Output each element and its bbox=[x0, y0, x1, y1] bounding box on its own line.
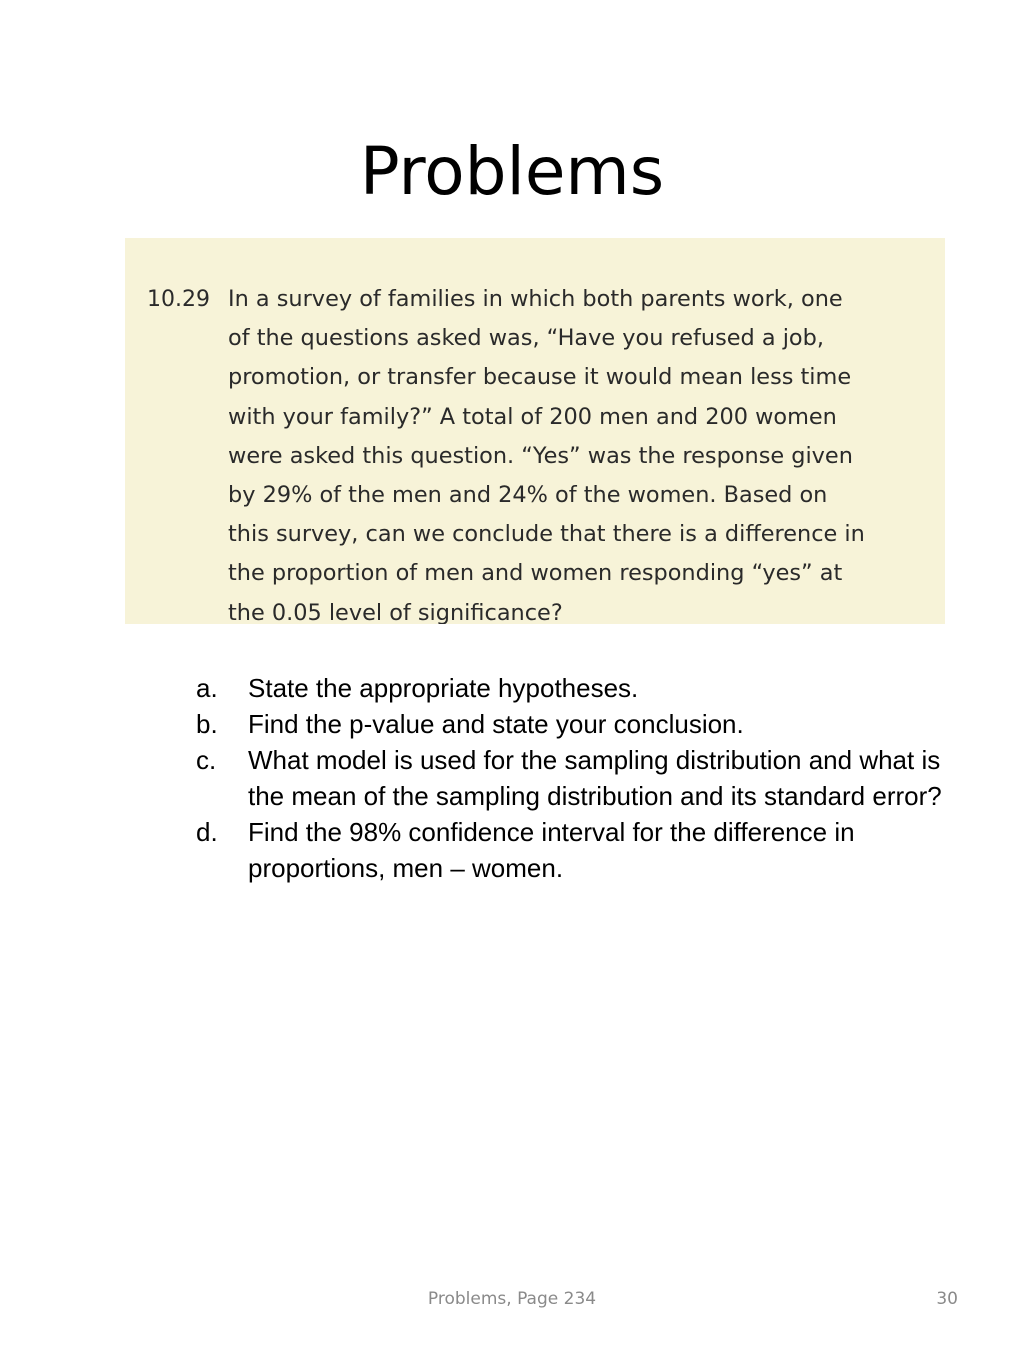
question-list bbox=[196, 670, 976, 886]
question-letter: d. bbox=[196, 817, 218, 847]
problem-text-line: of the questions asked was, “Have you refused a job, bbox=[228, 325, 824, 352]
problem-text bbox=[228, 280, 933, 624]
question-item-a bbox=[196, 670, 976, 706]
question-letter: c. bbox=[196, 745, 217, 775]
question-text: State the appropriate hypotheses. bbox=[248, 673, 639, 703]
problem-text-line: with your family?” A total of 200 men and 200 women bbox=[228, 403, 837, 430]
question-text: Find the 98% confidence interval for the difference in proportions, men – women. bbox=[248, 817, 855, 883]
page-number: 30 bbox=[936, 1289, 958, 1309]
problem-text-line: this survey, can we conclude that there is a difference in bbox=[228, 521, 865, 548]
problem-text-line: In a survey of families in which both parents work, one bbox=[228, 286, 843, 312]
question-item-d bbox=[196, 814, 976, 886]
problem-text-line: the 0.05 level of significance? bbox=[228, 599, 563, 624]
question-item-b bbox=[196, 706, 976, 742]
problem-text-line: promotion, or transfer because it would mean less time bbox=[228, 364, 852, 391]
question-text: Find the p-value and state your conclusion. bbox=[248, 709, 744, 739]
question-letter: a. bbox=[196, 673, 218, 703]
question-letter: b. bbox=[196, 709, 218, 739]
problem-text-line: the proportion of men and women responding “yes” at bbox=[228, 560, 843, 587]
slide-footer: Problems, Page 234 bbox=[427, 1289, 597, 1309]
problem-text-line: were asked this question. “Yes” was the response given bbox=[228, 442, 853, 469]
question-text: What model is used for the sampling distribution and what is the mean of the sampling distribution and its standard error? bbox=[248, 745, 942, 811]
slide-title: Problems bbox=[359, 133, 665, 210]
problem-text-line: by 29% of the men and 24% of the women. Based on bbox=[228, 482, 828, 509]
problem-number: 10.29 bbox=[147, 287, 210, 312]
scanned-problem-image bbox=[125, 238, 945, 624]
question-item-c bbox=[196, 742, 976, 814]
